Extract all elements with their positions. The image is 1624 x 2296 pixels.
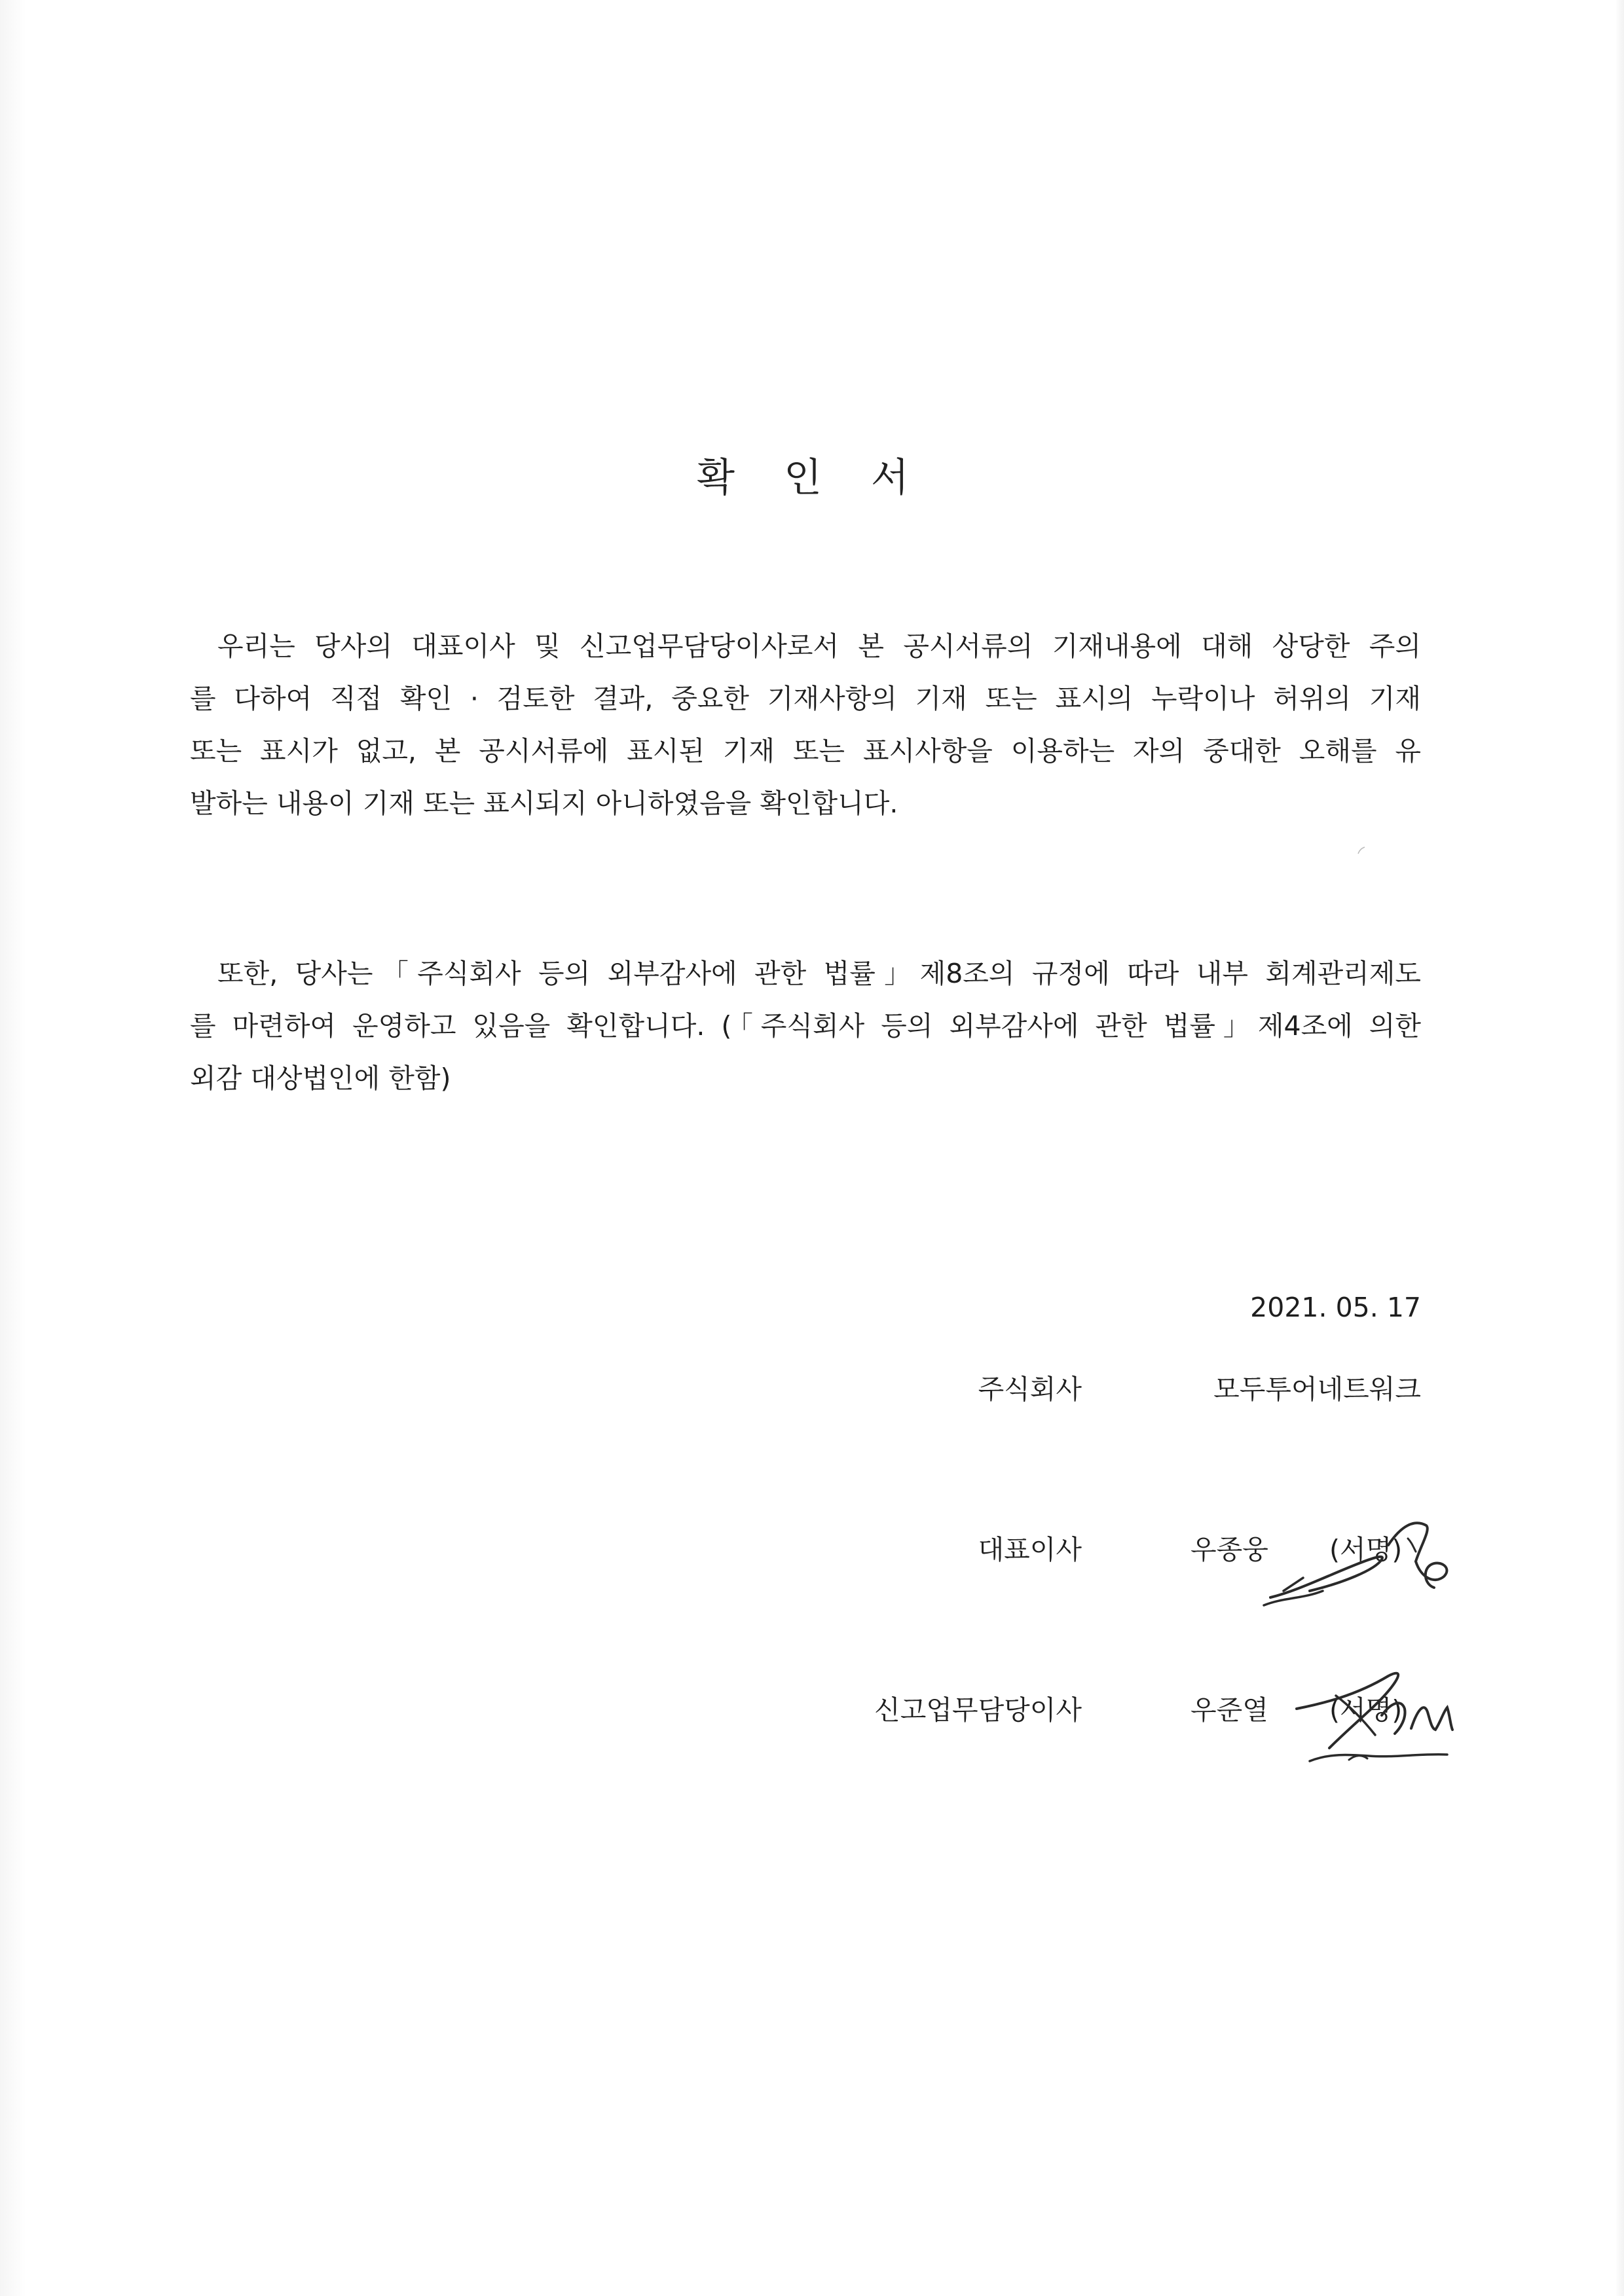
document-title: 확 인 서 <box>696 455 928 501</box>
confirmation-paragraph <box>190 620 1421 829</box>
paragraph-line: 를 다하여 직접 확인 · 검토한 결과, 중요한 기재사항의 기재 또는 표시의 누락이나 허위의 기재 <box>190 683 1421 714</box>
paragraph-line: 또는 표시가 없고, 본 공시서류에 표시된 기재 또는 표시사항을 이용하는 자의 중대한 오해를 유 <box>190 735 1421 767</box>
company-name: 모두투어네트워크 <box>1213 1374 1421 1405</box>
paragraph-line: 또한, 당사는「주식회사 등의 외부감사에 관한 법률」제8조의 규정에 따라 내부 회계관리제도 <box>217 958 1421 989</box>
cfo-name: 우준열 <box>1190 1694 1268 1726</box>
scan-speck <box>1356 845 1369 858</box>
paragraph-line: 우리는 당사의 대표이사 및 신고업무담당이사로서 본 공시서류의 기재내용에 대해 상당한 주의 <box>217 630 1421 662</box>
ceo-name: 우종웅 <box>1190 1534 1268 1565</box>
document-date: 2021. 05. 17 <box>1250 1292 1421 1323</box>
cfo-role-label: 신고업무담당이사 <box>874 1694 1082 1726</box>
ceo-role-label: 대표이사 <box>978 1534 1082 1565</box>
paragraph-line: 발하는 내용이 기재 또는 표시되지 아니하였음을 확인합니다. <box>190 788 898 819</box>
scan-edge-shadow-left <box>0 0 26 2296</box>
ceo-signature-placeholder: (서명) <box>1329 1534 1403 1565</box>
cfo-signature-placeholder: (서명) <box>1329 1694 1403 1726</box>
company-label: 주식회사 <box>978 1374 1082 1405</box>
scan-edge-shadow-right <box>1615 0 1624 2296</box>
paragraph-line: 외감 대상법인에 한함) <box>190 1063 451 1094</box>
paragraph-line: 를 마련하여 운영하고 있음을 확인합니다. (「주식회사 등의 외부감사에 관한 법률」제4조에 의한 <box>190 1010 1421 1042</box>
internal-control-paragraph <box>190 947 1421 1104</box>
